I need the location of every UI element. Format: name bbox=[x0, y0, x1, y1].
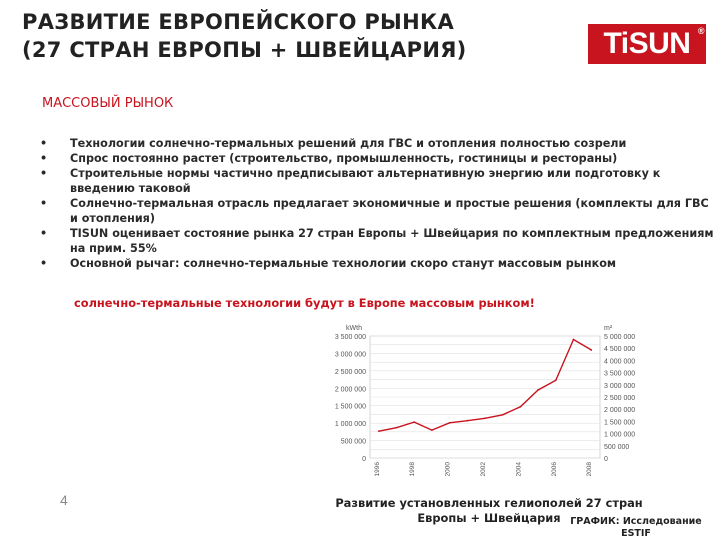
y-tick-label: 1 500 000 bbox=[334, 403, 366, 411]
x-tick-label: 2004 bbox=[515, 462, 523, 477]
market-growth-chart bbox=[300, 318, 660, 478]
y-tick-label: 3 000 000 bbox=[334, 351, 366, 359]
y2-tick-label: 3 000 000 bbox=[604, 382, 636, 390]
data-point bbox=[449, 422, 451, 424]
chart-caption: Развитие установленных гелиополей 27 стран Европы + Швейцария bbox=[335, 496, 643, 525]
data-point bbox=[413, 421, 415, 423]
bullet-item: • TISUN оценивает состояние рынка 27 стран Европы + Швейцария по комплектным предложениям на прим. 55% bbox=[40, 226, 720, 256]
y-tick-label: 2 000 000 bbox=[334, 386, 366, 394]
y2-tick-label: 4 500 000 bbox=[604, 346, 636, 354]
registered-mark: ® bbox=[697, 26, 704, 36]
tisun-logo bbox=[588, 24, 706, 64]
y-tick-label: 1 000 000 bbox=[334, 421, 366, 429]
bullet-item: • Технологии солнечно-термальных решений для ГВС и отопления полностью созрели bbox=[40, 136, 720, 151]
highlight-statement: солнечно-термальные технологии будут в Европе массовым рынком! bbox=[74, 296, 535, 310]
data-point bbox=[519, 406, 521, 408]
bullet-item: • Спрос постоянно растет (строительство, промышленность, гостиницы и рестораны) bbox=[40, 151, 720, 166]
data-point bbox=[537, 389, 539, 391]
data-point bbox=[573, 339, 575, 341]
x-tick-label: 2000 bbox=[444, 462, 452, 477]
title-line-2: (27 СТРАН ЕВРОПЫ + ШВЕЙЦАРИЯ) bbox=[22, 38, 467, 62]
y-tick-label: 3 500 000 bbox=[334, 334, 366, 341]
y2-tick-label: 5 000 000 bbox=[604, 334, 636, 341]
data-point bbox=[431, 429, 433, 431]
y2-tick-label: 500 000 bbox=[604, 443, 630, 451]
y2-tick-label: 4 000 000 bbox=[604, 358, 636, 366]
bullet-item: • Строительные нормы частично предписывают альтернативную энергию или подготовку к введению таковой bbox=[40, 166, 720, 196]
y2-tick-label: 2 000 000 bbox=[604, 407, 636, 415]
y2-tick-label: 1 500 000 bbox=[604, 419, 636, 427]
title-line-1: РАЗВИТИЕ ЕВРОПЕЙСКОГО РЫНКА bbox=[22, 10, 455, 34]
right-axis-unit: m² bbox=[604, 325, 613, 332]
data-point bbox=[590, 349, 592, 351]
data-point bbox=[396, 427, 398, 429]
y-tick-label: 0 bbox=[362, 456, 366, 463]
y2-tick-label: 0 bbox=[604, 456, 608, 463]
data-point bbox=[466, 420, 468, 422]
y2-tick-label: 1 000 000 bbox=[604, 431, 636, 439]
data-point bbox=[555, 379, 557, 381]
data-point bbox=[378, 430, 380, 432]
y2-tick-label: 2 500 000 bbox=[604, 395, 636, 402]
left-axis-unit: kWth bbox=[346, 325, 362, 332]
data-point bbox=[502, 414, 504, 416]
bullet-item: • Солнечно-термальная отрасль предлагает экономичные и простые решения (комплекты для ГВС и отопления) bbox=[40, 196, 720, 226]
y2-tick-label: 3 500 000 bbox=[604, 370, 636, 378]
logo-text: TiSUN bbox=[603, 27, 691, 60]
page-number: 4 bbox=[60, 492, 68, 508]
y-tick-label: 2 500 000 bbox=[334, 368, 366, 376]
x-tick-label: 2008 bbox=[586, 462, 594, 477]
x-tick-label: 1998 bbox=[409, 462, 417, 477]
chart-source: ГРАФИК: Исследование ESTIF bbox=[570, 516, 702, 539]
section-title: МАССОВЫЙ РЫНОК bbox=[42, 96, 174, 111]
data-point bbox=[484, 417, 486, 419]
y-tick-label: 500 000 bbox=[340, 438, 366, 446]
x-tick-label: 1996 bbox=[373, 462, 381, 477]
x-tick-label: 2002 bbox=[480, 462, 487, 477]
slide-title bbox=[22, 8, 582, 64]
bullet-list bbox=[40, 136, 720, 271]
bullet-item: • Основной рычаг: солнечно-термальные технологии скоро станут массовым рынком bbox=[40, 256, 720, 271]
x-tick-label: 2006 bbox=[550, 462, 558, 477]
